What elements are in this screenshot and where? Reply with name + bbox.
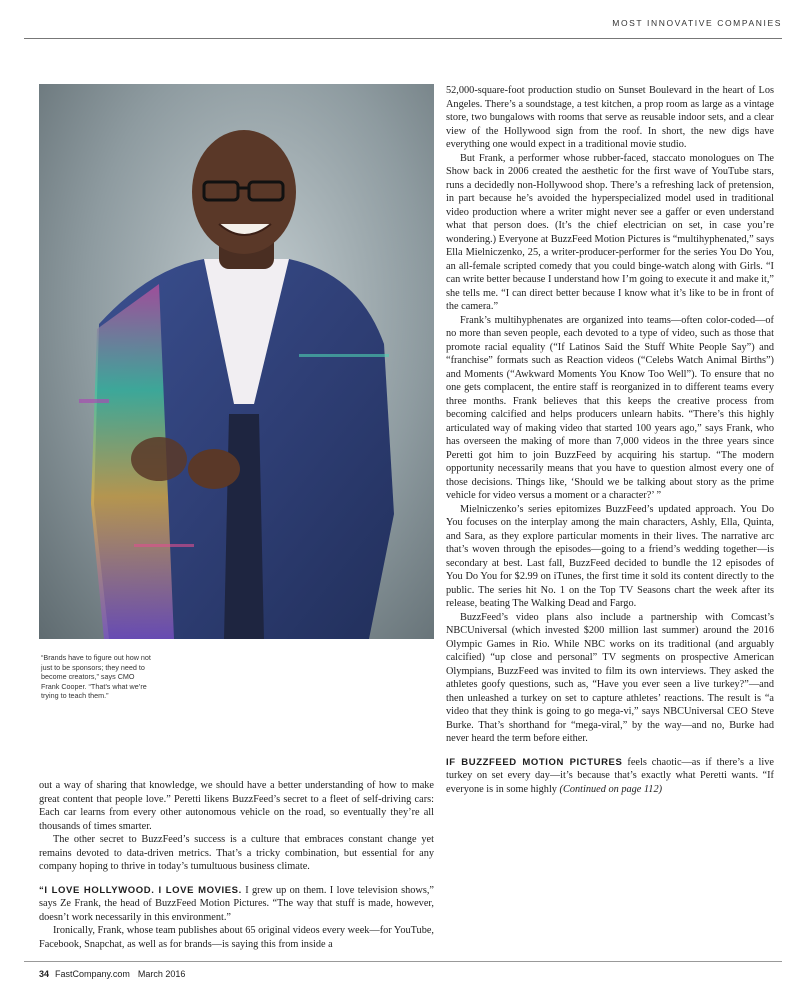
- footer-rule: [24, 961, 782, 962]
- page-number: 34: [39, 969, 50, 979]
- right-column: [446, 84, 774, 796]
- section-lead-paragraph: IF BUZZFEED MOTION PICTURES feels chaotic—as if there’s a live turkey on set every day—it’s because that’s exactly what Peretti wants. “If everyone is in some highly (Continued on page 112): [446, 756, 774, 795]
- portrait-photo: [39, 84, 434, 639]
- section-lead: IF BUZZFEED MOTION PICTURES: [446, 756, 623, 768]
- issue-date: March 2016: [137, 969, 186, 979]
- section-lead: “I LOVE HOLLYWOOD. I LOVE MOVIES.: [39, 884, 242, 896]
- paragraph: Frank’s multihyphenates are organized into teams—often color-coded—of no more than seven people, each devoted to a type of video, such as those that promote racial equality (“If Latinos Said the Stuff White People Say”) and “franchise” formats such as Reaction videos (“Celebs Watch Animal Births”) and Moments (“Awkward Moments You Know Too Well”). To ensure that no one gets complacent, the entire staff is reorganized in to different teams every three months. Frank believes that this keeps the creative process from becoming calcified and helps producers unlearn habits. “There’s this highly articulated way of making video that started 100 years ago,” says Frank, who has overseen the making of more than 7,000 videos in the three years since Peretti got him to join BuzzFeed by acquiring his startup. “The modern opportunity necessarily means that you have to question almost every one of those decisions. Things like, ‘Should we be talking about story as the prime vehicle for video versus a moment or a character?’ ”: [446, 314, 774, 501]
- page-footer: [39, 969, 193, 979]
- paragraph: Mielniczenko’s series epitomizes BuzzFeed’s updated approach. You Do You focuses on the interplay among the main characters, Ashly, Ella, Quinta, and Sara, as they explore particular moments in their lives. The narrative arc that’s woven through the episodes—going to a friend’s wedding together—is secondary at best. Last fall, BuzzFeed decided to bundle the 12 episodes of You Do You for $2.99 on iTunes, the first time it sold its content directly to the public. The series hit No. 1 on the Top TV Seasons chart the week after its release, beating The Walking Dead and Fargo.: [446, 503, 774, 609]
- continued-note: (Continued on page 112): [559, 783, 663, 795]
- section-lead-paragraph: “I LOVE HOLLYWOOD. I LOVE MOVIES. I grew up on them. I love television shows,” says Ze Frank, the head of BuzzFeed Motion Pictures. “The way that stuff is made, however, doesn’t work necessarily in this environment.”: [39, 884, 434, 923]
- header-rule: [24, 38, 782, 39]
- paragraph: But Frank, a performer whose rubber-faced, staccato monologues on The Show back in 2006 created the aesthetic for the first wave of YouTube stars, runs a decidedly non-Hollywood shop. There’s a refreshing lack of pretension, in part because he’s avoided the hyperspecialized model used in traditional video production where a writer might never see a gaffer or even understand what that person does. (It’s the chief electrician on set, in case you’re wondering.) Everyone at BuzzFeed Motion Pictures is “multihyphenated,” says Ella Mielniczenko, 25, a writer-producer-performer for the series You Do You, an all-female scripted comedy that you could binge-watch along with Girls. “I can write better because I understand how I’m going to execute it and make it,” she tells me. “I can direct better because I know what it’s like to be in front of the camera.”: [446, 152, 774, 312]
- photo-caption: “Brands have to figure out how not just to be sponsors; they need to become creators,” says CMO Frank Cooper. “That’s what we’re trying to teach them.”: [41, 653, 151, 701]
- left-column: [39, 779, 434, 951]
- section-header: MOST INNOVATIVE COMPANIES: [612, 18, 782, 28]
- paragraph: out a way of sharing that knowledge, we should have a better understanding of how to make great content that people love.” Peretti likens BuzzFeed’s secret to a fleet of self-driving cars: Each car learns from every other autonomous vehicle on the road, so eventually they’re all thousands of times smarter.: [39, 780, 434, 832]
- site-name: FastCompany.com: [55, 969, 130, 979]
- paragraph: 52,000-square-foot production studio on Sunset Boulevard in the heart of Los Angeles. There’s a soundstage, a test kitchen, a prop room as large as a vintage store, two bungalows with rooms that serve as reusable indoor sets, and a clear view of the Hollywood sign from the roof. In short, the new digs have everything one would expect in a traditional movie studio.: [446, 85, 774, 150]
- paragraph: The other secret to BuzzFeed’s success is a culture that embraces constant change yet remains devoted to data-driven metrics. That’s a tricky combination, but essential for any company hoping to thrive in today’s tumultuous business climate.: [39, 834, 434, 872]
- paragraph: Ironically, Frank, whose team publishes about 65 original videos every week—for YouTube, Facebook, Snapchat, as well as for brands—is saying this from inside a: [39, 925, 434, 950]
- paragraph: BuzzFeed’s video plans also include a partnership with Comcast’s NBCUniversal (which invested $200 million last summer) around the 2016 Olympic Games in Rio. While NBC works on its traditional (and arguably calcified) “up close and personal” TV segments on prospective American Olympians, BuzzFeed was invited to film its own interviews. They asked the athletes goofy questions, such as, “Have you ever seen a live turkey?”—and then unleashed a turkey on set to capture athletes’ reactions. The result is “a video that they think is going to go mega-vi,” says NBCUniversal CEO Steve Burke. That’s shorthand for “mega-viral,” by the way—and no, Burke had never heard the term before either.: [446, 611, 774, 744]
